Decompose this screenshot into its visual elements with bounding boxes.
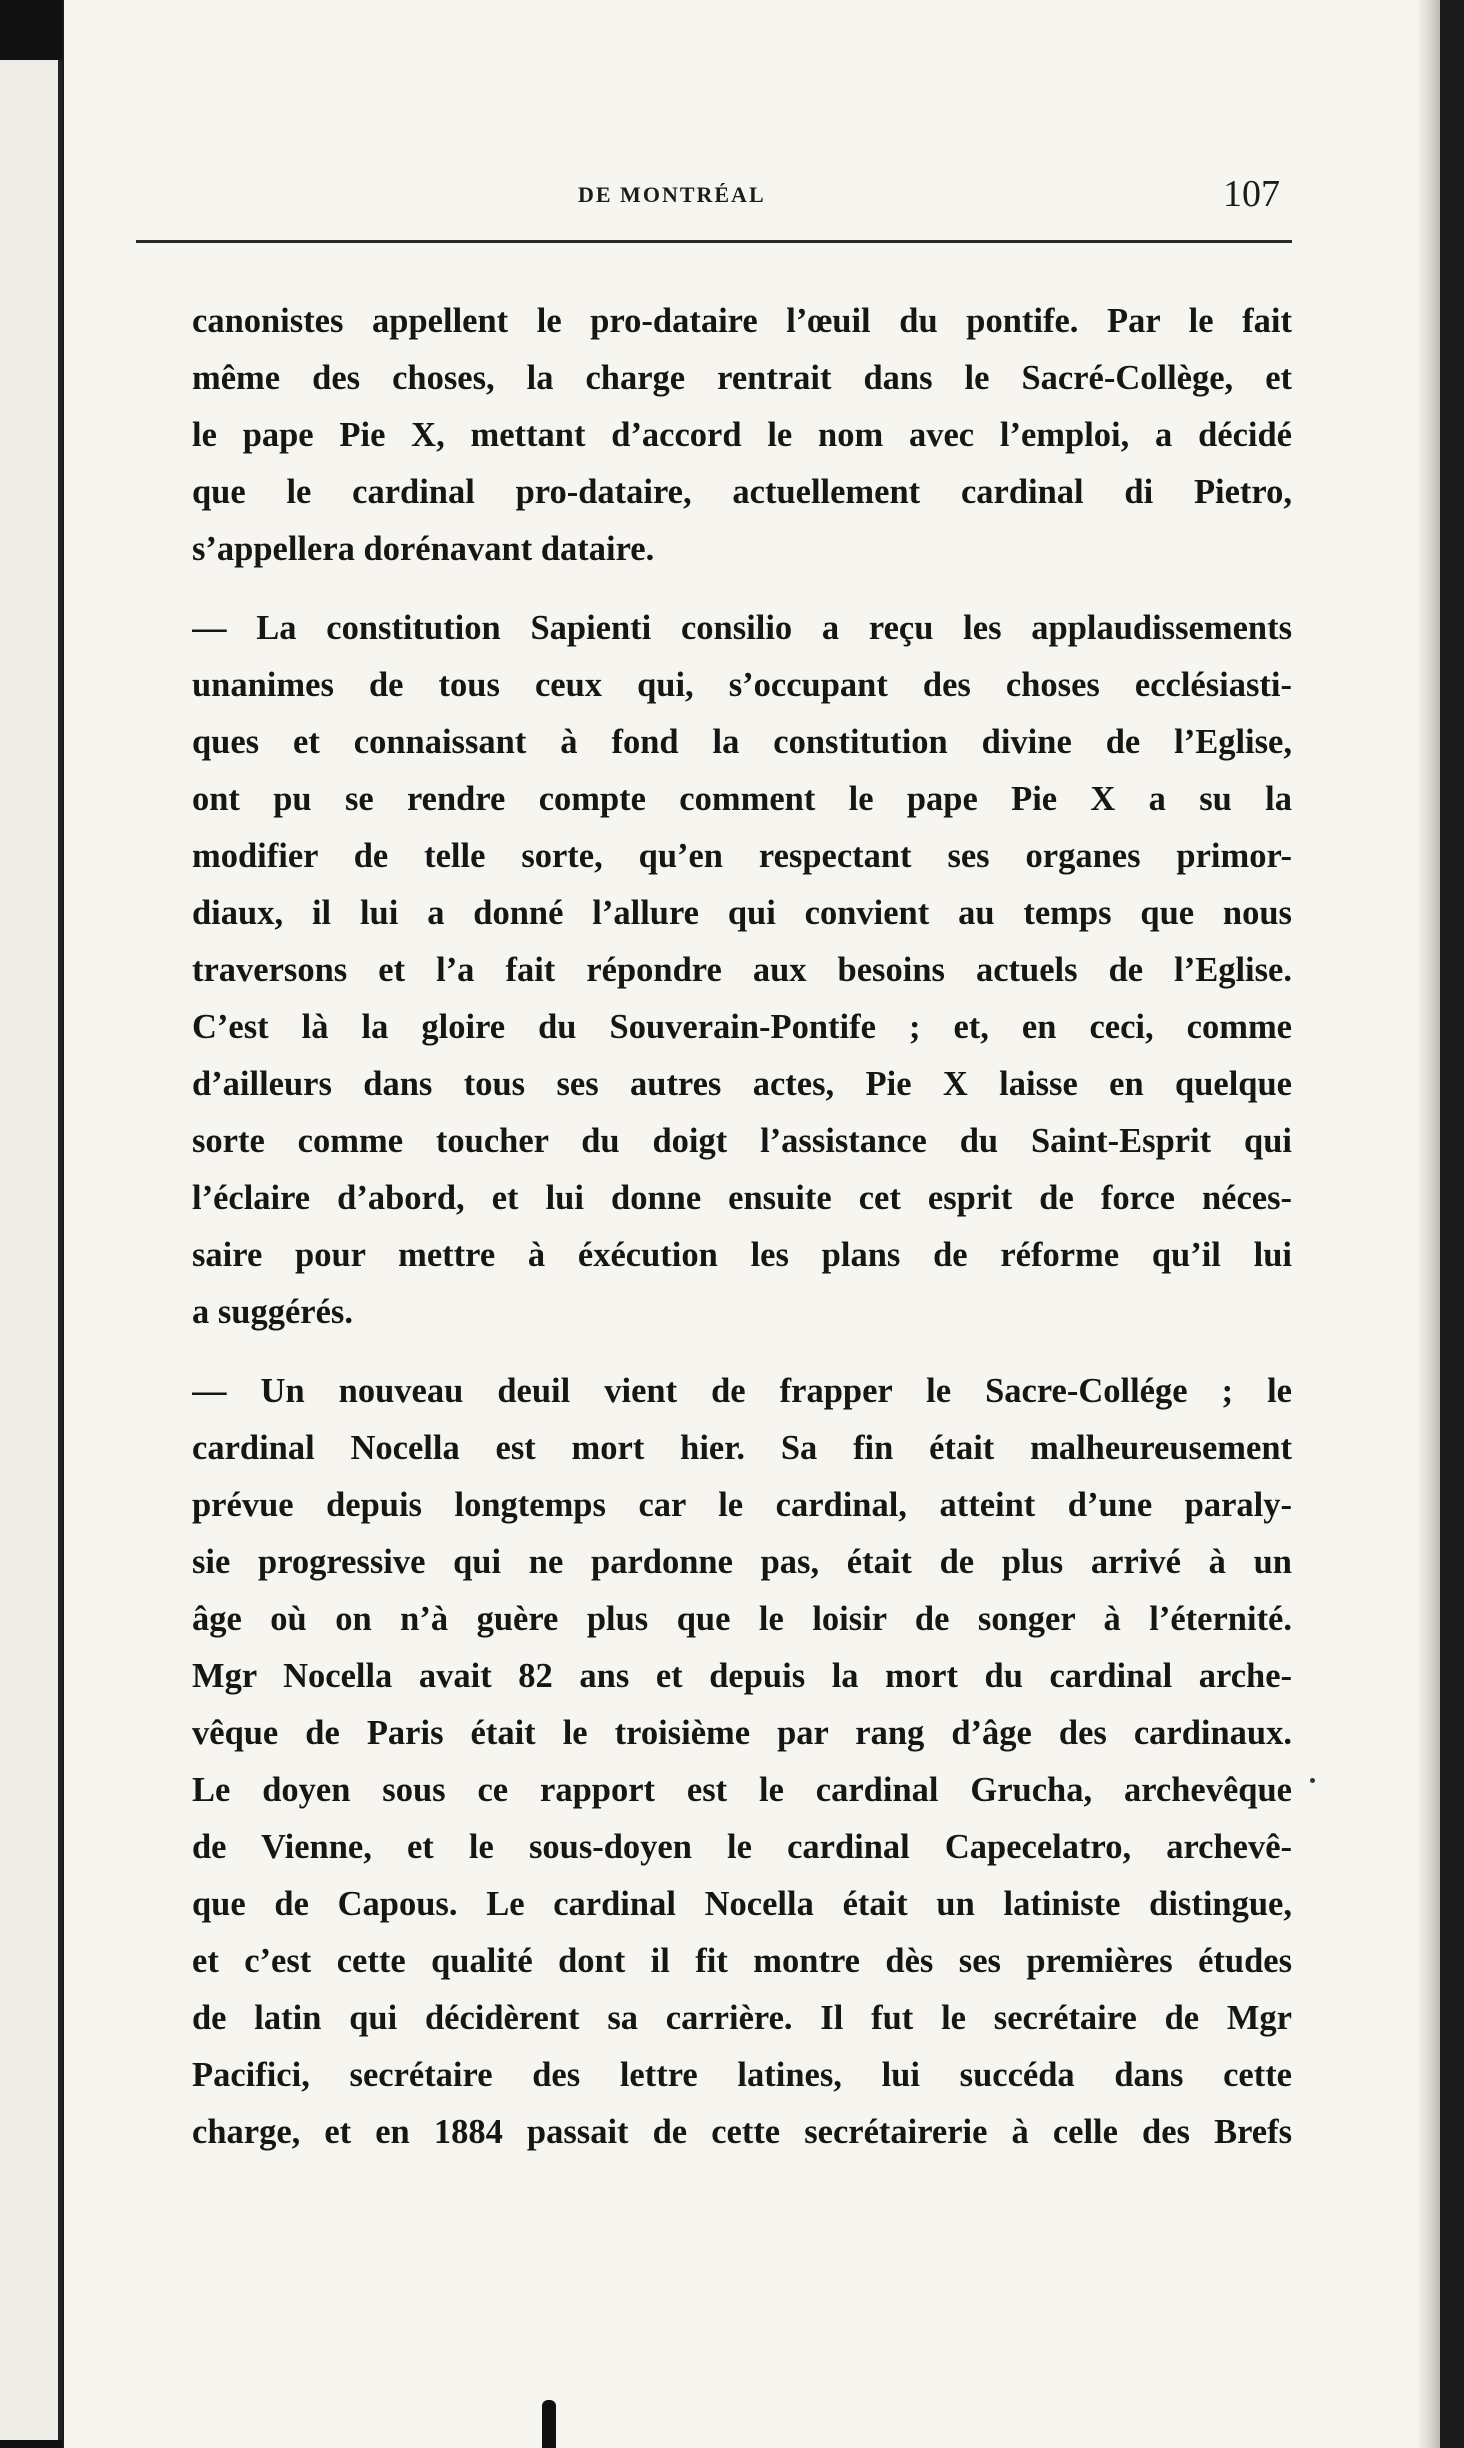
text-line: unanimes de tous ceux qui, s’occupant des choses ecclésiasti- bbox=[192, 666, 1292, 704]
facing-page-edge bbox=[0, 60, 62, 2440]
text-line: diaux, il lui a donné l’allure qui convient au temps que nous bbox=[192, 894, 1292, 932]
paragraph-2 bbox=[192, 600, 1292, 1341]
text-line: sorte comme toucher du doigt l’assistance du Saint-Esprit qui bbox=[192, 1122, 1292, 1160]
paragraph-gap bbox=[192, 1341, 1292, 1363]
paragraph-1 bbox=[192, 293, 1292, 578]
body-text bbox=[192, 293, 1292, 2161]
text-line: prévue depuis longtemps car le cardinal, atteint d’une paraly- bbox=[192, 1486, 1292, 1524]
text-line: saire pour mettre à éxécution les plans de réforme qu’il lui bbox=[192, 1236, 1292, 1274]
text-line: — Un nouveau deuil vient de frapper le Sacre-Collége ; le bbox=[192, 1372, 1292, 1410]
text-line: — La constitution Sapienti consilio a reçu les applaudissements bbox=[192, 609, 1292, 647]
text-line: charge, et en 1884 passait de cette secrétairerie à celle des Brefs bbox=[192, 2113, 1292, 2151]
text-line: le pape Pie X, mettant d’accord le nom avec l’emploi, a décidé bbox=[192, 416, 1292, 454]
text-line: C’est là la gloire du Souverain-Pontife ; et, en ceci, comme bbox=[192, 1008, 1292, 1046]
text-line: a suggérés. bbox=[192, 1293, 353, 1331]
text-line: traversons et l’a fait répondre aux besoins actuels de l’Eglise. bbox=[192, 951, 1292, 989]
header-rule bbox=[136, 240, 1292, 243]
text-line: de latin qui décidèrent sa carrière. Il fut le secrétaire de Mgr bbox=[192, 1999, 1292, 2037]
page-number: 107 bbox=[1223, 173, 1280, 215]
page-edge-shadow bbox=[1416, 0, 1440, 2448]
text-line: que le cardinal pro-dataire, actuellement cardinal di Pietro, bbox=[192, 473, 1292, 511]
text-line: vêque de Paris était le troisième par rang d’âge des cardinaux. bbox=[192, 1714, 1292, 1752]
text-line: sie progressive qui ne pardonne pas, était de plus arrivé à un bbox=[192, 1543, 1292, 1581]
text-line: ques et connaissant à fond la constitution divine de l’Eglise, bbox=[192, 723, 1292, 761]
text-line: de Vienne, et le sous-doyen le cardinal Capecelatro, archevê- bbox=[192, 1828, 1292, 1866]
text-line: ont pu se rendre compte comment le pape Pie X a su la bbox=[192, 780, 1292, 818]
text-line: s’appellera dorénavant dataire. bbox=[192, 530, 655, 568]
text-line: modifier de telle sorte, qu’en respectant ses organes primor- bbox=[192, 837, 1292, 875]
text-line: que de Capous. Le cardinal Nocella était un latiniste distingue, bbox=[192, 1885, 1292, 1923]
text-line: Pacifici, secrétaire des lettre latines, lui succéda dans cette bbox=[192, 2056, 1292, 2094]
paragraph-gap bbox=[192, 578, 1292, 600]
running-title: DE MONTRÉAL bbox=[578, 182, 766, 207]
text-line: et c’est cette qualité dont il fit montre dès ses premières études bbox=[192, 1942, 1292, 1980]
book-page bbox=[64, 0, 1440, 2448]
text-line: même des choses, la charge rentrait dans le Sacré-Collège, et bbox=[192, 359, 1292, 397]
text-line: Mgr Nocella avait 82 ans et depuis la mort du cardinal arche- bbox=[192, 1657, 1292, 1695]
text-line: canonistes appellent le pro-dataire l’œuil du pontife. Par le fait bbox=[192, 302, 1292, 340]
text-line: l’éclaire d’abord, et lui donne ensuite cet esprit de force néces- bbox=[192, 1179, 1292, 1217]
running-head bbox=[128, 170, 1288, 230]
text-line: Le doyen sous ce rapport est le cardinal Grucha, archevêque bbox=[192, 1771, 1292, 1809]
paragraph-3 bbox=[192, 1363, 1292, 2161]
text-line: d’ailleurs dans tous ses autres actes, Pie X laisse en quelque bbox=[192, 1065, 1292, 1103]
text-line: âge où on n’à guère plus que le loisir de songer à l’éternité. bbox=[192, 1600, 1292, 1638]
scan-clip-mark bbox=[542, 2400, 556, 2448]
text-line: cardinal Nocella est mort hier. Sa fin était malheureusement bbox=[192, 1429, 1292, 1467]
ink-speck bbox=[1310, 1778, 1315, 1783]
